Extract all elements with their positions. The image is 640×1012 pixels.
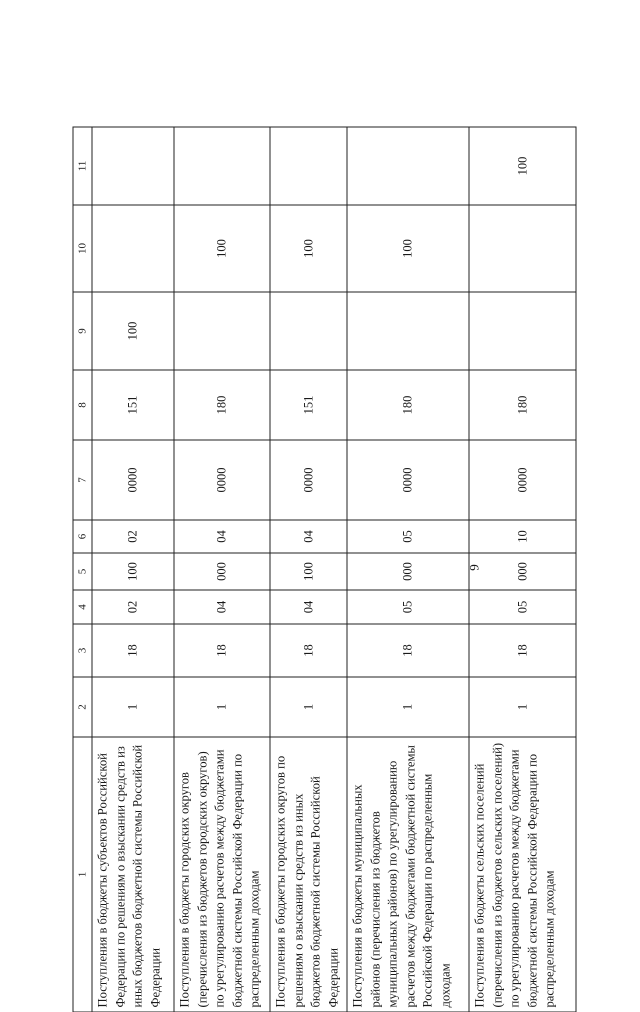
cell-col-8: 180	[469, 370, 576, 440]
column-header: 1	[73, 737, 92, 1012]
cell-col-9	[347, 292, 469, 370]
column-header: 7	[73, 440, 92, 520]
cell-col-2: 1	[270, 677, 347, 737]
cell-col-4: 05	[469, 590, 576, 624]
table-row	[174, 127, 270, 1012]
cell-col-5: 000	[469, 553, 576, 590]
cell-col-11	[347, 127, 469, 205]
row-description: Поступления в бюджеты сельских поселений (перечисления из бюджетов сельских поселений) по урегулированию расчетов между бюджетами бюджетной системы Российской Федерации по распределенным доходам	[469, 737, 576, 1012]
cell-col-10	[469, 205, 576, 292]
cell-col-7: 0000	[174, 440, 270, 520]
cell-col-3: 18	[270, 624, 347, 677]
cell-col-7: 0000	[270, 440, 347, 520]
cell-col-5: 000	[347, 553, 469, 590]
cell-col-6: 05	[347, 520, 469, 553]
cell-col-11	[174, 127, 270, 205]
cell-col-3: 18	[469, 624, 576, 677]
page-number: 9	[466, 563, 482, 571]
cell-col-10	[92, 205, 174, 292]
cell-col-4: 04	[174, 590, 270, 624]
row-description: Поступления в бюджеты муниципальных районов (перечисления из бюджетов муниципальных районов) по урегулированию расчетов между бюджетами бюджетной системы Российской Федерации по распределенным доходам	[347, 737, 469, 1012]
column-header: 8	[73, 370, 92, 440]
cell-col-9	[469, 292, 576, 370]
column-header: 9	[73, 292, 92, 370]
cell-col-9	[270, 292, 347, 370]
column-header: 4	[73, 590, 92, 624]
cell-col-4: 02	[92, 590, 174, 624]
cell-col-4: 05	[347, 590, 469, 624]
cell-col-8: 180	[347, 370, 469, 440]
cell-col-2: 1	[469, 677, 576, 737]
cell-col-9: 100	[92, 292, 174, 370]
table-row	[92, 127, 174, 1012]
cell-col-2: 1	[92, 677, 174, 737]
row-description: Поступления в бюджеты городских округов по решениям о взыскании средств из иных бюджетов бюджетной системы Российской Федерации	[270, 737, 347, 1012]
cell-col-8: 151	[92, 370, 174, 440]
column-header: 5	[73, 553, 92, 590]
cell-col-11	[270, 127, 347, 205]
cell-col-2: 1	[174, 677, 270, 737]
cell-col-8: 180	[174, 370, 270, 440]
cell-col-5: 000	[174, 553, 270, 590]
cell-col-5: 100	[270, 553, 347, 590]
cell-col-10: 100	[270, 205, 347, 292]
cell-col-8: 151	[270, 370, 347, 440]
cell-col-4: 04	[270, 590, 347, 624]
cell-col-7: 0000	[92, 440, 174, 520]
cell-col-6: 04	[174, 520, 270, 553]
cell-col-7: 0000	[347, 440, 469, 520]
cell-col-10: 100	[347, 205, 469, 292]
cell-col-10: 100	[174, 205, 270, 292]
rotated-page-frame	[73, 122, 558, 1012]
cell-col-9	[174, 292, 270, 370]
cell-col-11: 100	[469, 127, 576, 205]
header-row	[73, 127, 92, 1012]
cell-col-5: 100	[92, 553, 174, 590]
cell-col-6: 02	[92, 520, 174, 553]
budget-codes-table	[73, 126, 577, 1012]
row-description: Поступления в бюджеты городских округов (перечисления из бюджетов городских округов) по урегулированию расчетов между бюджетами бюджетной системы Российской Федерации по распределенным доходам	[174, 737, 270, 1012]
column-header: 6	[73, 520, 92, 553]
cell-col-7: 0000	[469, 440, 576, 520]
column-header: 3	[73, 624, 92, 677]
cell-col-3: 18	[92, 624, 174, 677]
column-header: 10	[73, 205, 92, 292]
cell-col-3: 18	[174, 624, 270, 677]
column-header: 2	[73, 677, 92, 737]
table-row	[347, 127, 469, 1012]
table-row	[270, 127, 347, 1012]
row-description: Поступления в бюджеты субъектов Российской Федерации по решениям о взыскании средств из иных бюджетов бюджетной системы Российской Федерации	[92, 737, 174, 1012]
table-row	[469, 127, 576, 1012]
cell-col-6: 10	[469, 520, 576, 553]
cell-col-3: 18	[347, 624, 469, 677]
cell-col-6: 04	[270, 520, 347, 553]
column-header: 11	[73, 127, 92, 205]
cell-col-2: 1	[347, 677, 469, 737]
cell-col-11	[92, 127, 174, 205]
